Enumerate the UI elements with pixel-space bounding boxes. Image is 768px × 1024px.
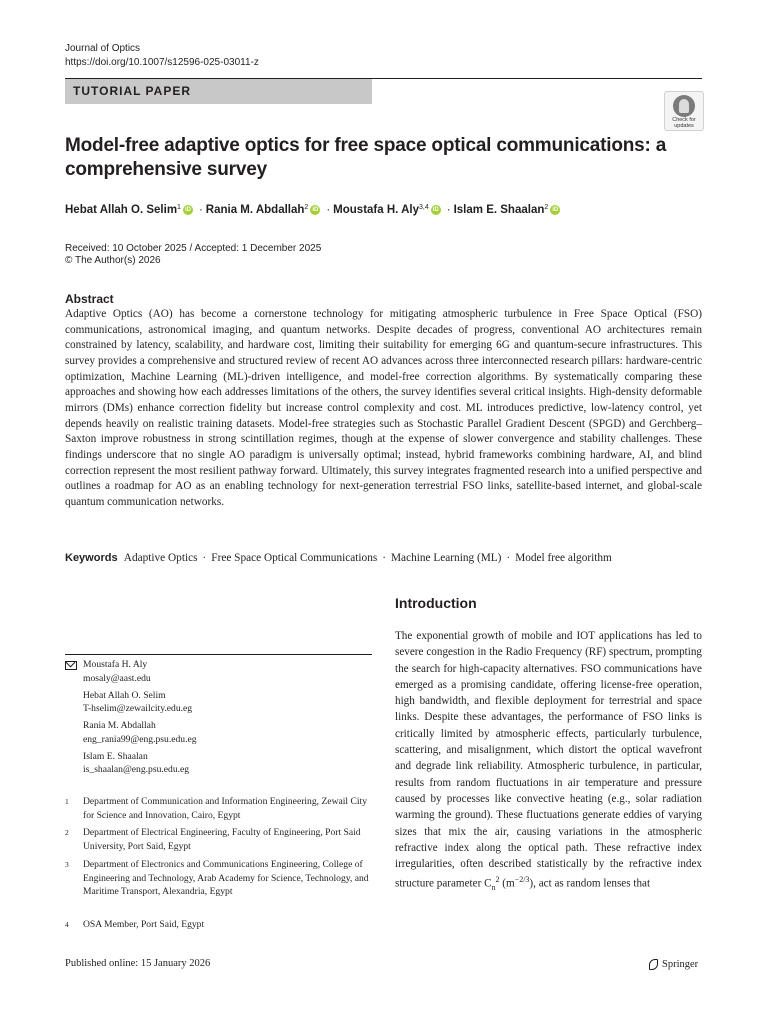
crossmark-icon <box>673 95 695 117</box>
author-affiliation-sup: 2 <box>544 203 549 211</box>
keyword: Free Space Optical Communications <box>211 552 378 564</box>
contact-entry <box>83 658 197 685</box>
contact-email[interactable]: eng_rania99@eng.psu.edu.eg <box>83 733 197 745</box>
orcid-icon[interactable]: iD <box>432 207 439 213</box>
paper-title: Model-free adaptive optics for free space optical communications: a comprehensive survey <box>65 135 667 180</box>
affiliation-text: Department of Communication and Information Engineering, Zewail City for Science and Innovation, Cairo, Egypt <box>83 796 368 821</box>
affiliation-number: 3 <box>65 860 69 869</box>
article-dates <box>65 243 321 267</box>
correspondence-list <box>83 658 197 780</box>
published-online: Published online: 15 January 2026 <box>65 958 211 969</box>
keywords-heading: Keywords <box>65 552 118 564</box>
author-affiliation-sup: 3,4 <box>419 203 429 211</box>
copyright: © The Author(s) 2026 <box>65 255 161 266</box>
affiliation-text: OSA Member, Port Said, Egypt <box>83 919 205 930</box>
keywords <box>65 552 612 564</box>
keyword-separator: · <box>506 552 511 564</box>
author-list <box>65 204 563 216</box>
keyword: Adaptive Optics <box>123 552 198 564</box>
contact-name: Rania M. Abdallah <box>83 720 156 731</box>
contact-email[interactable]: T-hselim@zewailcity.edu.eg <box>83 703 193 714</box>
author-separator: · <box>198 204 203 216</box>
contact-entry <box>83 719 197 746</box>
contact-email[interactable]: is_shaalan@eng.psu.edu.eg <box>83 764 190 775</box>
abstract-heading: Abstract <box>65 292 114 306</box>
footnote-rule <box>65 654 372 655</box>
orcid-icon[interactable]: iD <box>312 207 319 213</box>
check-for-updates-button[interactable] <box>664 91 704 131</box>
received-accepted: Received: 10 October 2025 / Accepted: 1 December 2025 <box>65 243 322 254</box>
affiliation-number: 2 <box>65 828 69 837</box>
contact-entry <box>83 750 197 777</box>
springer-horse-icon <box>648 958 658 970</box>
affiliation-text: Department of Electrical Engineering, Faculty of Engineering, Port Said University, Port Said, Egypt <box>83 827 361 852</box>
keyword-separator: · <box>382 552 387 564</box>
publisher-name: Springer <box>662 958 699 970</box>
article-type-bar <box>65 79 372 104</box>
crossmark-label-1: Check for <box>672 117 696 123</box>
author-name: Hebat Allah O. Selim <box>65 204 178 216</box>
keyword: Machine Learning (ML) <box>391 552 502 564</box>
contact-name: Moustafa H. Aly <box>83 659 148 670</box>
envelope-icon <box>65 661 77 670</box>
abstract-text: Adaptive Optics (AO) has become a cornerstone technology for mitigating atmospheric turbulence in Free Space Optical (FSO) communications, astronomical imaging, and quantum networks. Despite decades of progress, conventional AO architectures remain constrained by latency, scalability, and hardware cost, limiting their suitability for emerging 6G and quantum-secure infrastructures. This survey provides a comprehensive and structured review of recent AO advances across three interconnected research pillars: hardware-centric optimization, Machine Learning (ML)-driven intelligence, and model-free correction algorithms. By systematically comparing these approaches and showing how each addresses limitations of the others, the survey identifies several critical insights. High-density deformable mirrors (DMs) enhance correction fidelity but increase control complexity and cost. ML introduces predictive, low-latency control, yet depends heavily on realistic training datasets. Model-free strategies such as Stochastic Parallel Gradient Descent (SPGD) and Gerchberg–Saxton improve robustness in strong scintillation regimes, though at the expense of slower convergence and stability challenges. These findings underscore that no single AO paradigm is universally optimal; instead, hybrid frameworks combining hardware, AI, and blind correction represent the most resilient pathway forward. Ultimately, this survey integrates fragmented research into a unified perspective and outlines a roadmap for AO as an enabling technology for next-generation terrestrial FSO links, satellite-based internet, and global-scale quantum communication networks. <box>65 308 702 508</box>
author-name: Moustafa H. Aly <box>333 204 420 216</box>
author-name: Islam E. Shaalan <box>453 204 545 216</box>
crossmark-label-2: updates <box>674 123 694 129</box>
affiliation-text: Department of Electronics and Communications Engineering, College of Engineering and Technology, Arab Academy for Science, Technology, and Maritime Transport, Alexandria, Egypt <box>83 859 369 897</box>
author-separator: · <box>446 204 451 216</box>
unit-superscript: −2/3 <box>514 875 530 885</box>
journal-header <box>65 42 259 70</box>
journal-name: Journal of Optics <box>65 43 141 54</box>
introduction-text: The exponential growth of mobile and IOT applications has led to severe congestion in the Radio Frequency (RF) spectrum, prompting the search for high-capacity alternatives. FSO communications have emerged as a promising candidate, offering license-free operation, high bandwidth, and flexible deployment for terrestrial and space links. Despite these advantages, the performance of FSO links is critically limited by atmospheric effects, particularly turbulence, scattering, and misalignment, which distort the optical wavefront and degrade link reliability. Atmospheric turbulence, in particular, results from random fluctuations in air temperature and pressure caused by processes like convective heating (e.g., solar radiation warming the ground). These fluctuations generate eddies of varying sizes that mix the air, causing variations in the atmospheric refractive index along the optical path. These refractive index irregularities, often described statistically by the refractive index structure parameter $C_n^2$ $(m^{-2/3})$, act as random lenses that <box>395 630 702 893</box>
affiliation-number: 1 <box>65 797 69 806</box>
contact-name: Hebat Allah O. Selim <box>83 689 166 701</box>
author-separator: · <box>326 204 331 216</box>
publisher-logo <box>648 958 698 970</box>
article-type-label: TUTORIAL PAPER <box>73 84 192 98</box>
contact-email[interactable]: mosaly@aast.edu <box>83 672 151 684</box>
cn-superscript: 2 <box>495 875 500 885</box>
author-name: Rania M. Abdallah <box>205 204 305 216</box>
doi-link[interactable]: https://doi.org/10.1007/s12596-025-03011-z <box>65 57 259 68</box>
introduction-heading: Introduction <box>395 595 477 611</box>
keyword: Model free algorithm <box>515 552 612 564</box>
contact-name: Islam E. Shaalan <box>83 750 148 762</box>
author-affiliation-sup: 1 <box>177 203 181 211</box>
orcid-icon[interactable]: iD <box>184 207 191 213</box>
author-affiliation-sup: 2 <box>304 203 309 211</box>
cn-subscript: n <box>491 883 496 893</box>
orcid-icon[interactable]: iD <box>552 207 559 213</box>
contact-entry <box>83 689 197 716</box>
keyword-separator: · <box>202 552 207 564</box>
affiliation-number: 4 <box>65 920 69 929</box>
